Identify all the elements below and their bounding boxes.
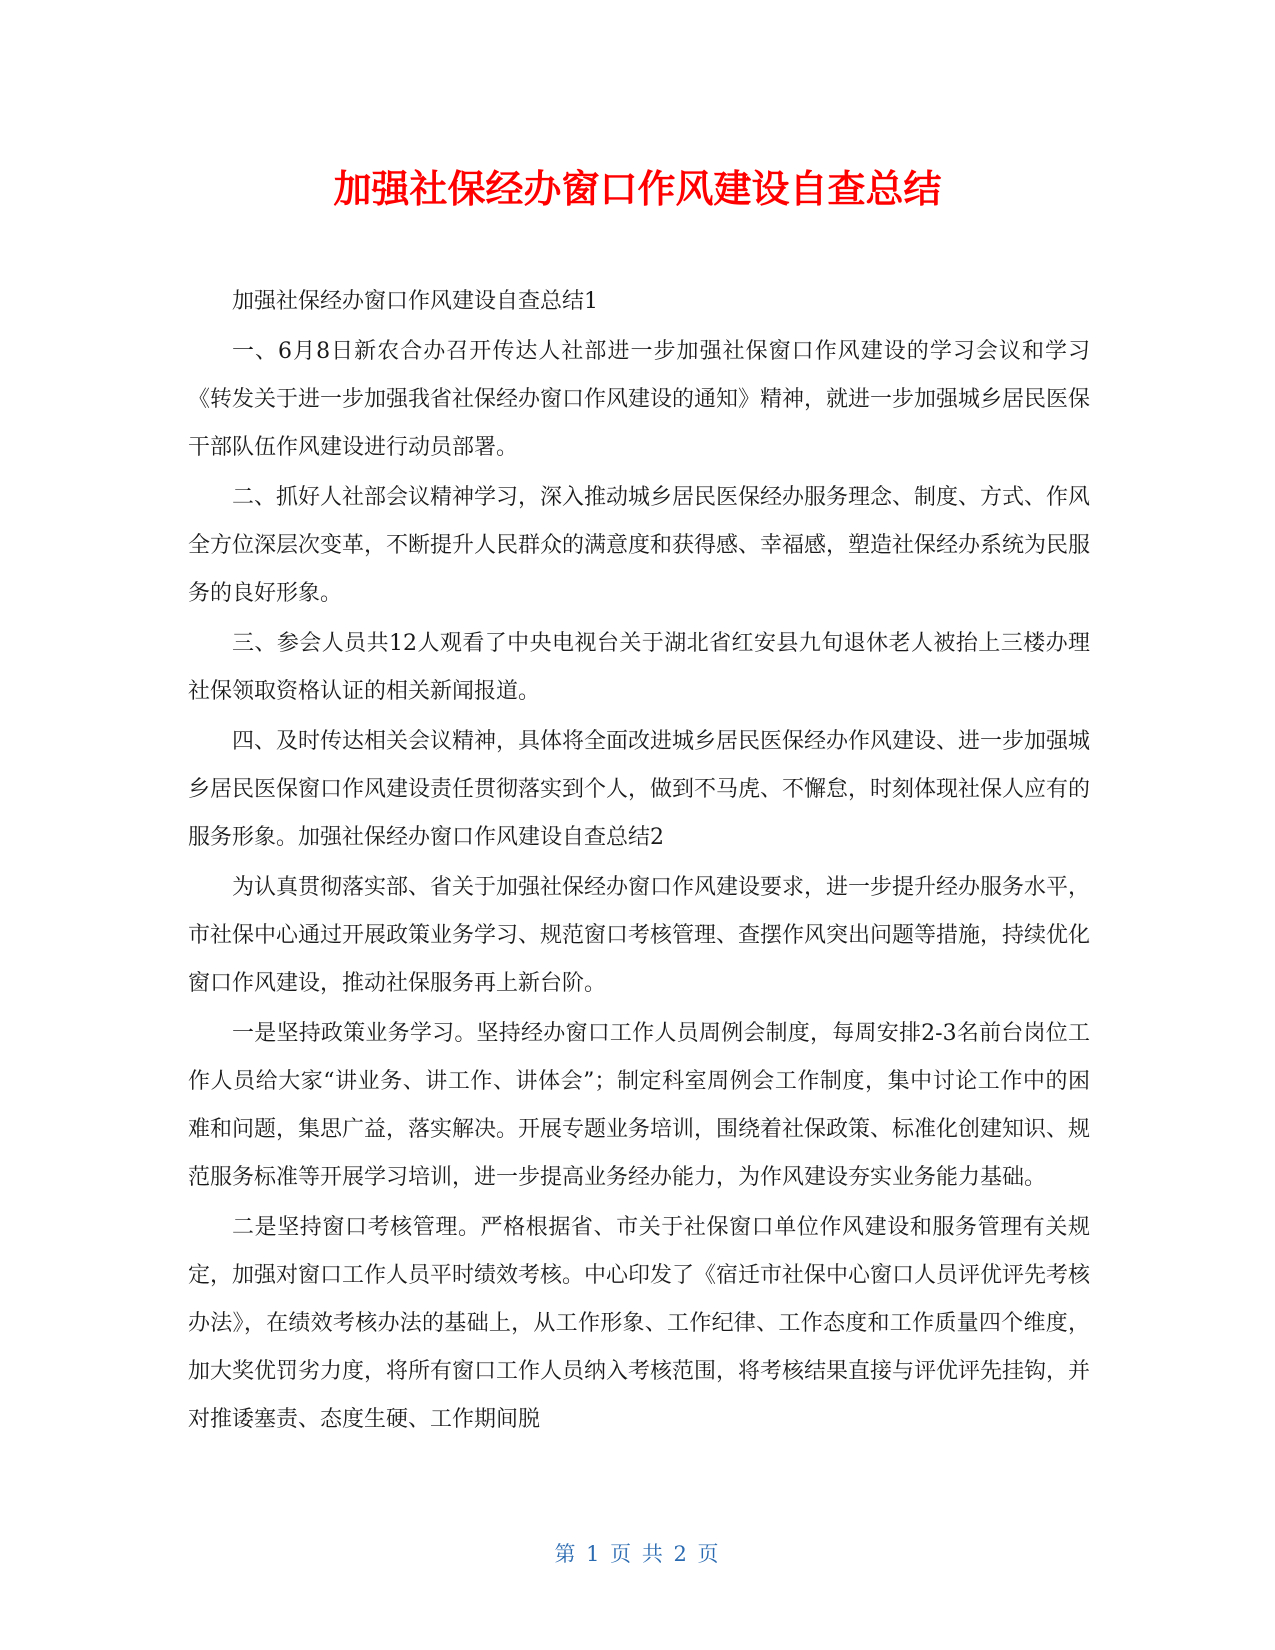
paragraph: 二是坚持窗口考核管理。严格根据省、市关于社保窗口单位作风建设和服务管理有关规定，加强对窗口工作人员平时绩效考核。中心印发了《宿迁市社保中心窗口人员评优评先考核办法》，在绩效考核办法的基础上，从工作形象、工作纪律、工作态度和工作质量四个维度，加大奖优罚劣力度，将所有窗口工作人员纳入考核范围，将考核结果直接与评优评先挂钩，并对推诿塞责、态度生硬、工作期间脱 [188, 1215, 1091, 1432]
paragraph: 三、参会人员共12人观看了中央电视台关于湖北省红安县九旬退休老人被抬上三楼办理社保领取资格认证的相关新闻报道。 [188, 631, 1090, 704]
paragraph: 四、及时传达相关会议精神，具体将全面改进城乡居民医保经办作风建设、进一步加强城乡居民医保窗口作风建设责任贯彻落实到个人，做到不马虎、不懈怠，时刻体现社保人应有的服务形象。加强社保经办窗口作风建设自查总结2 [188, 729, 1091, 850]
document-body [188, 278, 1090, 1446]
paragraph: 一、6月8日新农合办召开传达人社部进一步加强社保窗口作风建设的学习会议和学习《转发关于进一步加强我省社保经办窗口作风建设的通知》精神，就进一步加强城乡居民医保干部队伍作风建设进行动员部署。 [188, 339, 1091, 460]
paragraph: 二、抓好人社部会议精神学习，深入推动城乡居民医保经办服务理念、制度、方式、作风全方位深层次变革，不断提升人民群众的满意度和获得感、幸福感，塑造社保经办系统为民服务的良好形象。 [188, 485, 1091, 606]
page-number-footer: 第 1 页 共 2 页 [554, 1542, 721, 1566]
paragraph: 一是坚持政策业务学习。坚持经办窗口工作人员周例会制度，每周安排2-3名前台岗位工作人员给大家“讲业务、讲工作、讲体会”；制定科室周例会工作制度，集中讨论工作中的困难和问题，集思广益，落实解决。开展专题业务培训，围绕着社保政策、标准化创建知识、规范服务标准等开展学习培训，进一步提高业务经办能力，为作风建设夯实业务能力基础。 [188, 1021, 1091, 1190]
paragraph: 为认真贯彻落实部、省关于加强社保经办窗口作风建设要求，进一步提升经办服务水平，市社保中心通过开展政策业务学习、规范窗口考核管理、查摆作风突出问题等措施，持续优化窗口作风建设，推动社保服务再上新台阶。 [188, 875, 1091, 996]
paragraph: 加强社保经办窗口作风建设自查总结1 [232, 289, 598, 314]
document-title: 加强社保经办窗口作风建设自查总结 [333, 167, 942, 211]
